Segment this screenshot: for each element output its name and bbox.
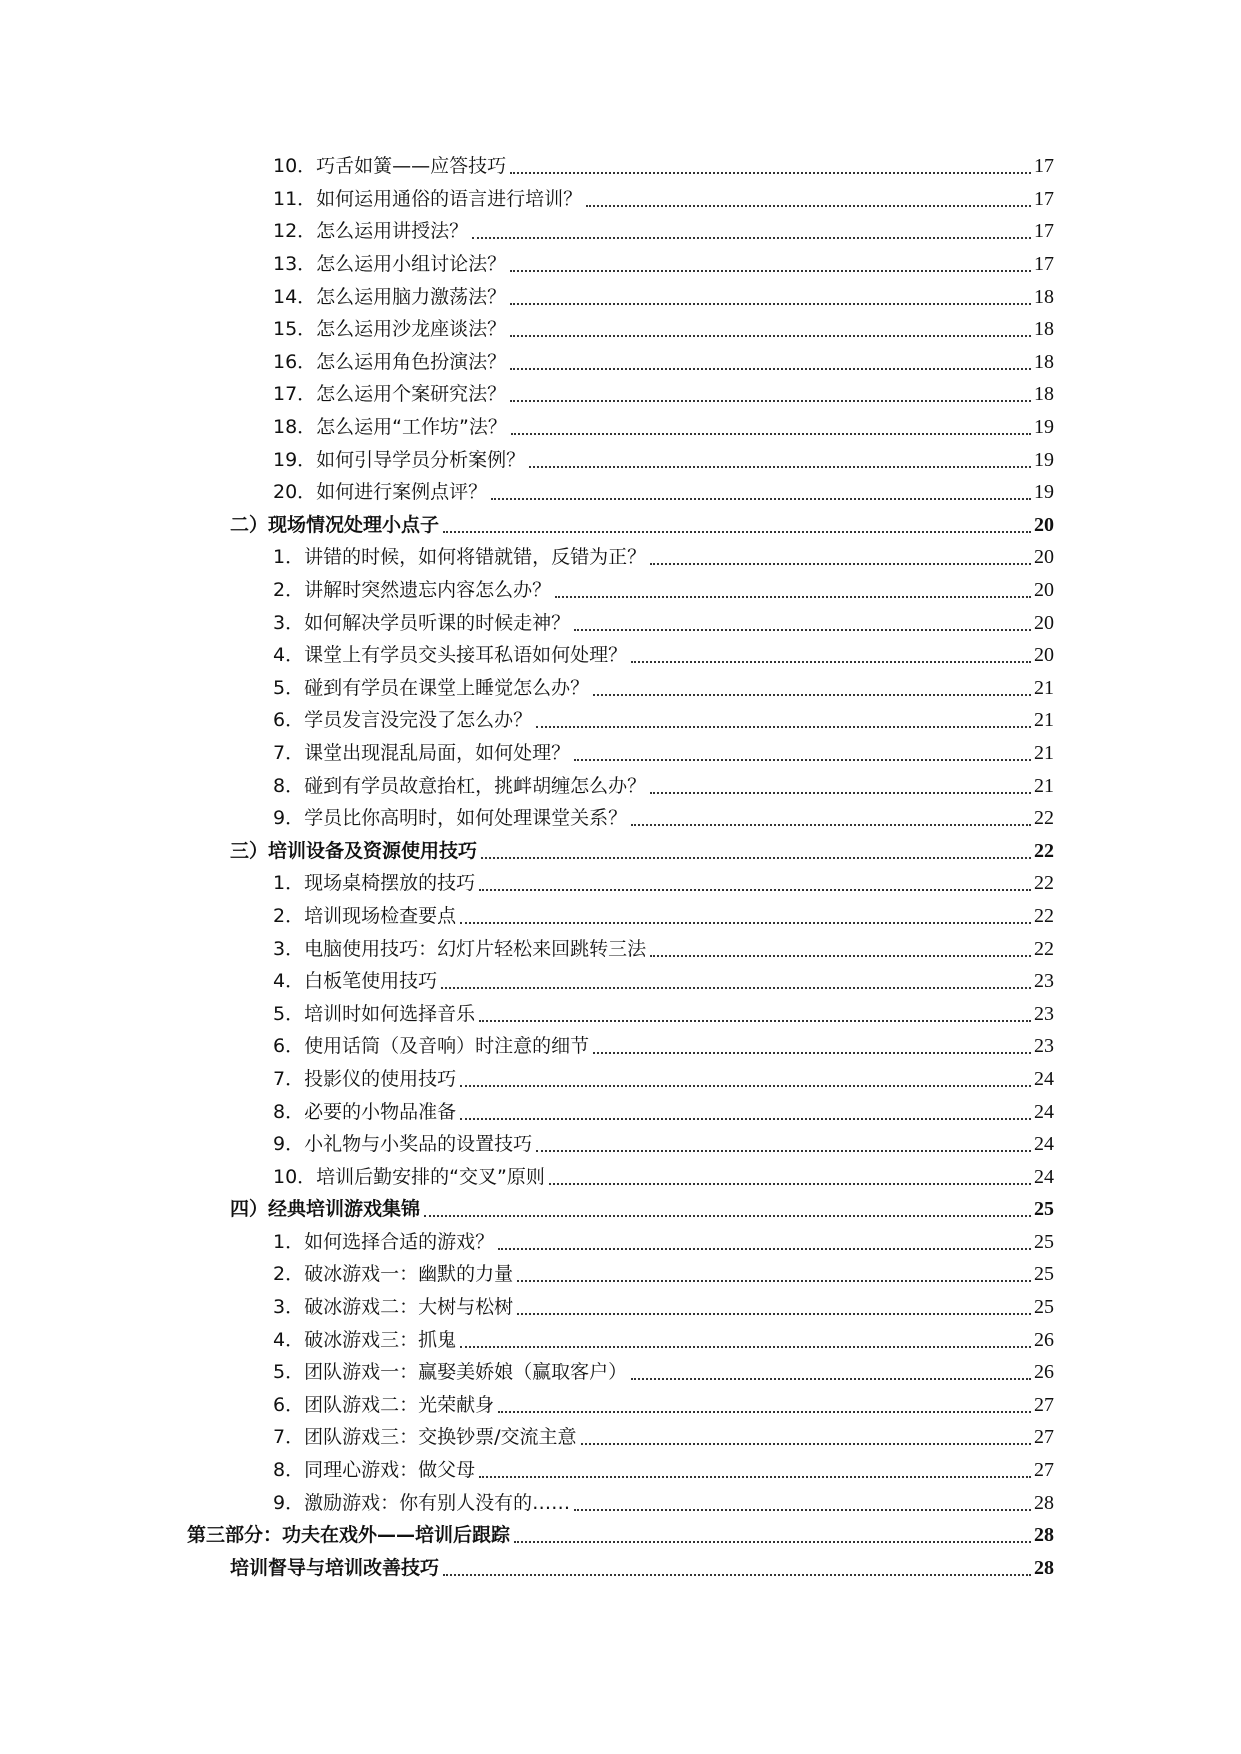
dot-leader [441, 987, 1031, 989]
toc-entry-page-number: 21 [1034, 676, 1054, 699]
toc-entry[interactable] [0, 215, 1241, 248]
dot-leader [472, 237, 1031, 239]
toc-entry[interactable] [0, 509, 1241, 542]
toc-entry-label: 17．怎么运用个案研究法？ [273, 383, 507, 406]
dot-leader [510, 270, 1031, 272]
toc-entry[interactable] [0, 997, 1241, 1030]
dot-leader [498, 1411, 1031, 1413]
dot-leader [529, 466, 1031, 468]
dot-leader [479, 889, 1031, 891]
dot-leader [581, 1443, 1032, 1445]
toc-entry[interactable] [0, 802, 1241, 835]
dot-leader [491, 498, 1031, 500]
dot-leader [510, 303, 1031, 305]
toc-entry[interactable] [0, 867, 1241, 900]
toc-entry-page-number: 19 [1034, 416, 1054, 439]
toc-entry-page-number: 27 [1034, 1459, 1054, 1482]
dot-leader [593, 694, 1031, 696]
toc-entry-label: 第三部分：功夫在戏外——培训后跟踪 [187, 1524, 511, 1547]
toc-entry[interactable] [0, 1552, 1241, 1585]
toc-entry-page-number: 21 [1034, 774, 1054, 797]
dot-leader [460, 1346, 1031, 1348]
dot-leader [549, 1183, 1031, 1185]
dot-leader [517, 1313, 1031, 1315]
dot-leader [574, 629, 1031, 631]
dot-leader [574, 759, 1031, 761]
toc-entry-label: 4．破冰游戏三：抓鬼 [273, 1328, 457, 1351]
toc-entry-label: 2．破冰游戏一：幽默的力量 [273, 1263, 514, 1286]
toc-entry-page-number: 17 [1034, 187, 1054, 210]
toc-entry-label: 2．讲解时突然遗忘内容怎么办？ [273, 579, 552, 602]
toc-entry[interactable] [0, 248, 1241, 281]
toc-entry-page-number: 28 [1034, 1556, 1054, 1579]
toc-entry-label: 8．碰到有学员故意抬杠，挑衅胡缠怎么办？ [273, 774, 647, 797]
toc-entry-page-number: 23 [1034, 970, 1054, 993]
toc-entry[interactable] [0, 1291, 1241, 1324]
dot-leader [514, 1541, 1031, 1543]
toc-entry[interactable] [0, 280, 1241, 313]
toc-entry-label: 3．破冰游戏二：大树与松树 [273, 1296, 514, 1319]
dot-leader [555, 596, 1031, 598]
toc-entry-label: 四）经典培训游戏集锦 [230, 1198, 421, 1221]
toc-entry-page-number: 27 [1034, 1426, 1054, 1449]
toc-entry[interactable] [0, 1421, 1241, 1454]
toc-entry-label: 6．团队游戏二：光荣献身 [273, 1393, 495, 1416]
toc-entry-page-number: 22 [1034, 872, 1054, 895]
dot-leader [536, 1150, 1031, 1152]
toc-entry-page-number: 26 [1034, 1361, 1054, 1384]
toc-entry-label: 13．怎么运用小组讨论法？ [273, 253, 507, 276]
toc-entry-label: 4．课堂上有学员交头接耳私语如何处理？ [273, 644, 628, 667]
toc-entry[interactable] [0, 378, 1241, 411]
toc-entry[interactable] [0, 1519, 1241, 1552]
toc-entry-page-number: 22 [1034, 937, 1054, 960]
dot-leader [460, 922, 1031, 924]
toc-entry-page-number: 18 [1034, 350, 1054, 373]
toc-entry-label: 12．怎么运用讲授法？ [273, 220, 469, 243]
toc-entry-label: 三）培训设备及资源使用技巧 [230, 839, 478, 862]
toc-entry-label: 培训督导与培训改善技巧 [230, 1556, 440, 1579]
toc-entry[interactable] [0, 1095, 1241, 1128]
toc-entry-label: 9．小礼物与小奖品的设置技巧 [273, 1133, 533, 1156]
toc-entry-label: 10．培训后勤安排的“交叉”原则 [273, 1165, 545, 1188]
toc-entry[interactable] [0, 1226, 1241, 1259]
dot-leader [510, 172, 1031, 174]
toc-entry[interactable] [0, 1389, 1241, 1422]
toc-entry[interactable] [0, 476, 1241, 509]
dot-leader [479, 1476, 1031, 1478]
toc-entry-label: 1．如何选择合适的游戏？ [273, 1230, 495, 1253]
toc-entry-label: 8．必要的小物品准备 [273, 1100, 457, 1123]
dot-leader [511, 433, 1031, 435]
dot-leader [510, 400, 1031, 402]
toc-entry-page-number: 23 [1034, 1002, 1054, 1025]
toc-entry-label: 15．怎么运用沙龙座谈法？ [273, 318, 507, 341]
toc-entry[interactable] [0, 411, 1241, 444]
toc-entry[interactable] [0, 443, 1241, 476]
toc-entry-label: 20．如何进行案例点评？ [273, 481, 488, 504]
toc-entry-page-number: 18 [1034, 318, 1054, 341]
toc-entry-page-number: 24 [1034, 1067, 1054, 1090]
toc-entry-label: 16．怎么运用角色扮演法？ [273, 350, 507, 373]
dot-leader [650, 955, 1031, 957]
toc-entry-page-number: 22 [1034, 839, 1054, 862]
dot-leader [460, 1118, 1031, 1120]
toc-entry-page-number: 25 [1034, 1230, 1054, 1253]
toc-entry-page-number: 20 [1034, 513, 1054, 536]
toc-entry-page-number: 25 [1034, 1296, 1054, 1319]
toc-entry[interactable] [0, 704, 1241, 737]
toc-entry-page-number: 22 [1034, 807, 1054, 830]
toc-entry-label: 7．投影仪的使用技巧 [273, 1067, 457, 1090]
dot-leader [650, 792, 1031, 794]
toc-entry-page-number: 21 [1034, 741, 1054, 764]
toc-entry-page-number: 19 [1034, 481, 1054, 504]
toc-entry-page-number: 18 [1034, 285, 1054, 308]
dot-leader [424, 1215, 1031, 1217]
toc-entry-page-number: 27 [1034, 1393, 1054, 1416]
toc-entry[interactable] [0, 1030, 1241, 1063]
dot-leader [481, 857, 1031, 859]
toc-entry-page-number: 24 [1034, 1100, 1054, 1123]
toc-entry-page-number: 17 [1034, 253, 1054, 276]
toc-entry-label: 6．使用话筒（及音响）时注意的细节 [273, 1035, 590, 1058]
toc-entry[interactable] [0, 1160, 1241, 1193]
toc-entry[interactable] [0, 313, 1241, 346]
toc-entry-label: 6．学员发言没完没了怎么办？ [273, 709, 533, 732]
toc-entry[interactable] [0, 932, 1241, 965]
toc-entry[interactable] [0, 541, 1241, 574]
toc-entry-label: 5．碰到有学员在课堂上睡觉怎么办？ [273, 676, 590, 699]
dot-leader [498, 1248, 1031, 1250]
toc-entry[interactable] [0, 1356, 1241, 1389]
toc-entry-page-number: 25 [1034, 1198, 1054, 1221]
toc-entry[interactable] [0, 900, 1241, 933]
toc-entry-label: 18．怎么运用“工作坊”法？ [273, 416, 507, 439]
toc-entry-page-number: 23 [1034, 1035, 1054, 1058]
toc-entry[interactable] [0, 769, 1241, 802]
toc-entry-page-number: 20 [1034, 611, 1054, 634]
toc-entry-page-number: 20 [1034, 546, 1054, 569]
table-of-contents [0, 150, 1241, 1584]
dot-leader [443, 1574, 1031, 1576]
toc-entry[interactable] [0, 834, 1241, 867]
toc-entry-page-number: 28 [1034, 1491, 1054, 1514]
toc-entry-label: 二）现场情况处理小点子 [230, 513, 440, 536]
dot-leader [631, 824, 1031, 826]
toc-entry[interactable] [0, 672, 1241, 705]
dot-leader [460, 1085, 1031, 1087]
toc-entry[interactable] [0, 1063, 1241, 1096]
dot-leader [517, 1280, 1031, 1282]
toc-entry-label: 19．如何引导学员分析案例？ [273, 448, 526, 471]
toc-entry[interactable] [0, 965, 1241, 998]
toc-entry-page-number: 24 [1034, 1165, 1054, 1188]
toc-entry-label: 8．同理心游戏：做父母 [273, 1459, 476, 1482]
toc-entry[interactable] [0, 606, 1241, 639]
toc-entry-page-number: 20 [1034, 579, 1054, 602]
toc-entry-page-number: 17 [1034, 220, 1054, 243]
toc-entry-label: 4．白板笔使用技巧 [273, 970, 438, 993]
toc-entry-page-number: 25 [1034, 1263, 1054, 1286]
dot-leader [536, 726, 1031, 728]
toc-entry-label: 14．怎么运用脑力激荡法？ [273, 285, 507, 308]
dot-leader [510, 335, 1031, 337]
toc-entry-page-number: 22 [1034, 904, 1054, 927]
dot-leader [443, 531, 1031, 533]
toc-entry[interactable] [0, 150, 1241, 183]
toc-entry[interactable] [0, 1323, 1241, 1356]
toc-entry-label: 7．团队游戏三：交换钞票/交流主意 [273, 1426, 577, 1449]
toc-entry[interactable] [0, 183, 1241, 216]
toc-entry-page-number: 18 [1034, 383, 1054, 406]
dot-leader [631, 1378, 1031, 1380]
toc-entry[interactable] [0, 346, 1241, 379]
toc-entry[interactable] [0, 574, 1241, 607]
toc-entry[interactable] [0, 1128, 1241, 1161]
toc-entry-page-number: 28 [1034, 1524, 1054, 1547]
toc-entry-label: 5．团队游戏一：赢娶美娇娘（赢取客户） [273, 1361, 628, 1384]
toc-entry[interactable] [0, 639, 1241, 672]
toc-entry-page-number: 26 [1034, 1328, 1054, 1351]
toc-entry-label: 3．电脑使用技巧：幻灯片轻松来回跳转三法 [273, 937, 647, 960]
toc-entry-label: 3．如何解决学员听课的时候走神？ [273, 611, 571, 634]
toc-entry-label: 5．培训时如何选择音乐 [273, 1002, 476, 1025]
dot-leader [593, 1052, 1031, 1054]
toc-entry-label: 1．现场桌椅摆放的技巧 [273, 872, 476, 895]
toc-entry-page-number: 21 [1034, 709, 1054, 732]
toc-entry[interactable] [0, 1193, 1241, 1226]
toc-entry[interactable] [0, 737, 1241, 770]
toc-entry-label: 9．学员比你高明时，如何处理课堂关系？ [273, 807, 628, 830]
toc-entry-page-number: 20 [1034, 644, 1054, 667]
toc-entry-label: 9．激励游戏：你有别人没有的…… [273, 1491, 571, 1514]
toc-entry-page-number: 24 [1034, 1133, 1054, 1156]
dot-leader [574, 1509, 1031, 1511]
toc-entry-label: 7．课堂出现混乱局面，如何处理？ [273, 741, 571, 764]
dot-leader [631, 661, 1031, 663]
dot-leader [586, 205, 1031, 207]
toc-entry-label: 10．巧舌如簧——应答技巧 [273, 155, 507, 178]
toc-entry-page-number: 17 [1034, 155, 1054, 178]
dot-leader [479, 1020, 1031, 1022]
toc-entry[interactable] [0, 1258, 1241, 1291]
toc-entry-label: 11．如何运用通俗的语言进行培训？ [273, 187, 583, 210]
toc-entry[interactable] [0, 1486, 1241, 1519]
dot-leader [650, 563, 1031, 565]
dot-leader [510, 368, 1031, 370]
toc-entry-label: 1．讲错的时候，如何将错就错，反错为正？ [273, 546, 647, 569]
toc-entry[interactable] [0, 1454, 1241, 1487]
toc-entry-page-number: 19 [1034, 448, 1054, 471]
toc-entry-label: 2．培训现场检查要点 [273, 904, 457, 927]
